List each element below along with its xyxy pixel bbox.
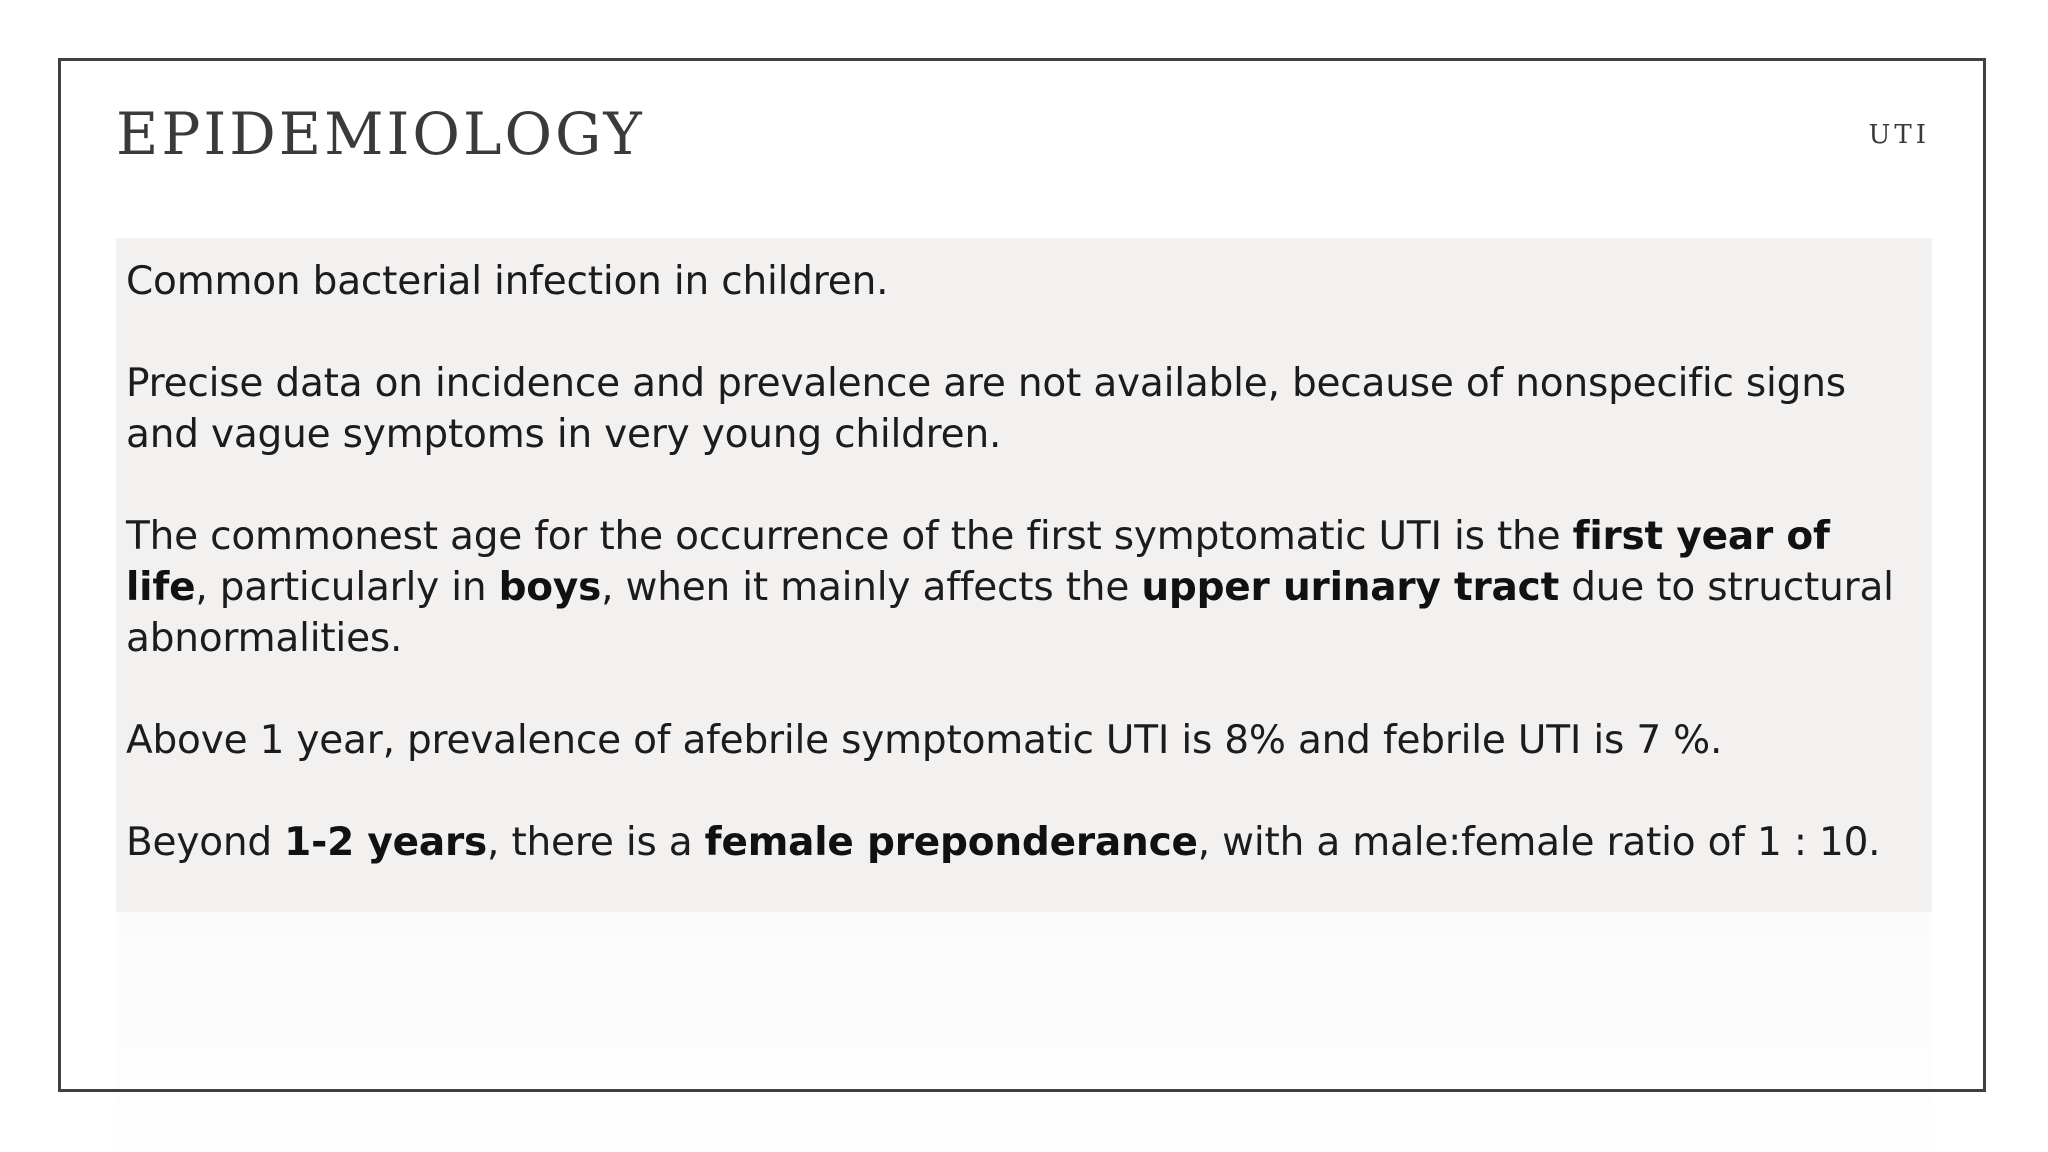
slide-title: EPIDEMIOLOGY	[116, 100, 645, 168]
text-segment: The commonest age for the occurrence of the first symptomatic UTI is the	[126, 514, 1573, 559]
text-segment: , there is a	[487, 820, 705, 865]
topic-tag: UTI	[1868, 120, 1930, 150]
emphasis-upper-urinary-tract: upper urinary tract	[1141, 565, 1560, 610]
emphasis-boys: boys	[498, 565, 602, 610]
text-segment: , with a male:female ratio of 1 : 10.	[1197, 820, 1881, 865]
paragraph-precise-data: Precise data on incidence and prevalence are not available, because of nonspecific signs and vague symptoms in very young children.	[126, 361, 1846, 457]
content-box	[116, 238, 1932, 912]
emphasis-female-preponderance: female preponderance	[704, 820, 1198, 865]
emphasis-age-range: 1-2 years	[284, 820, 488, 865]
emphasis-first-year: first year of life	[126, 514, 1830, 610]
paragraph-prevalence: Above 1 year, prevalence of afebrile symptomatic UTI is 8% and febrile UTI is 7 %.	[126, 718, 1723, 763]
paragraph-commonest-age	[126, 511, 1922, 664]
paragraph-female-preponderance	[126, 817, 1922, 868]
text-segment: , particularly in	[195, 565, 499, 610]
paragraph-common-infection: Common bacterial infection in children.	[126, 259, 889, 304]
text-segment: , when it mainly affects the	[601, 565, 1142, 610]
text-segment: Beyond	[126, 820, 285, 865]
text-segment: due to structural abnormalities.	[126, 565, 1894, 661]
